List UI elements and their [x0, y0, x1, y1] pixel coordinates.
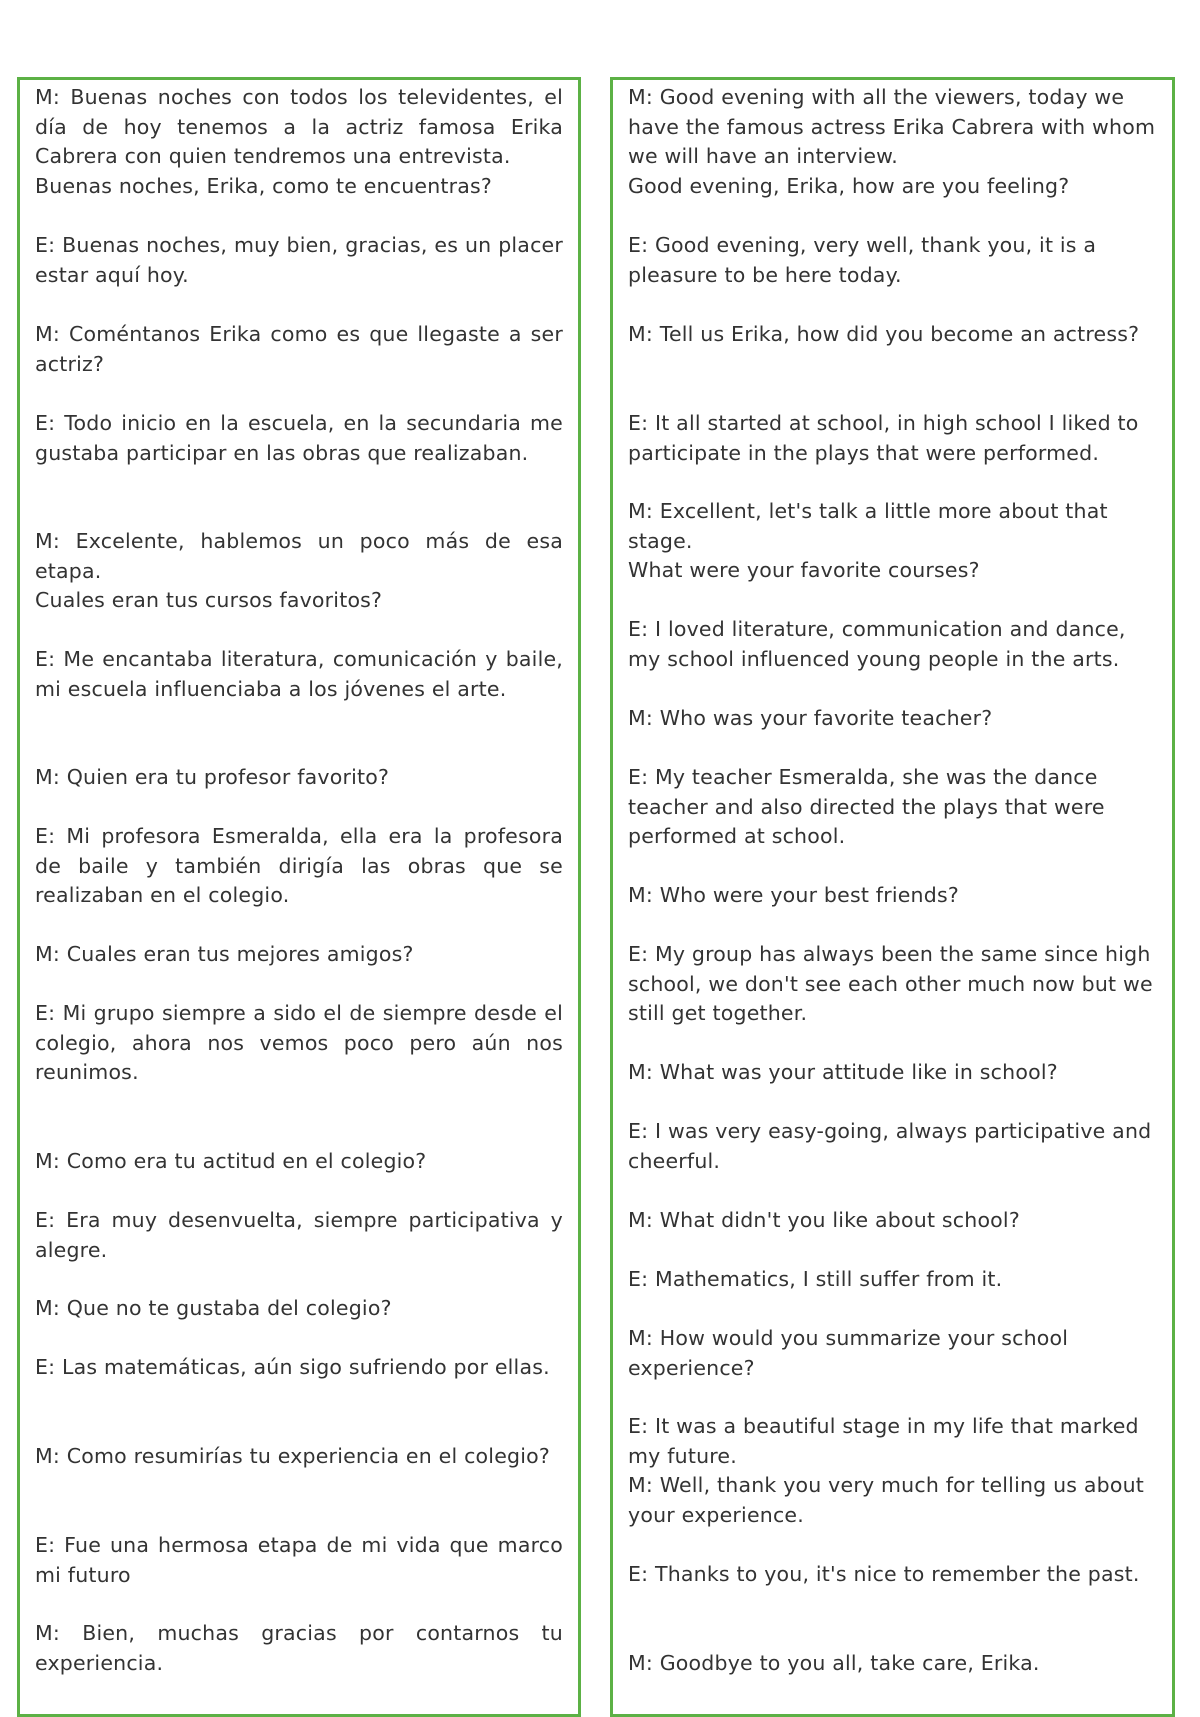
english-paragraph: E: I loved literature, communication and dance, my school influenced young people in the arts. [628, 617, 1126, 671]
spanish-column [17, 77, 581, 1717]
spanish-paragraph: M: Que no te gustaba del colegio? [35, 1296, 392, 1320]
english-paragraph: E: My teacher Esmeralda, she was the dance teacher and also directed the plays that were performed at school. [628, 765, 1105, 848]
spanish-paragraph: E: Fue una hermosa etapa de mi vida que marco mi futuro [35, 1533, 563, 1587]
english-paragraph: M: Excellent, let's talk a little more about that stage. [628, 499, 1108, 553]
english-paragraph: M: Who were your best friends? [628, 883, 959, 907]
english-paragraph: E: I was very easy-going, always participative and cheerful. [628, 1119, 1152, 1173]
english-column [610, 77, 1175, 1717]
english-paragraph: M: Well, thank you very much for telling us about your experience. [628, 1473, 1145, 1527]
spanish-paragraph: E: Era muy desenvuelta, siempre participativa y alegre. [35, 1208, 563, 1262]
spanish-paragraph: E: Mi profesora Esmeralda, ella era la profesora de baile y también dirigía las obras que se realizaban en el colegio. [35, 824, 563, 907]
spanish-paragraph: M: Coméntanos Erika como es que llegaste a ser actriz? [35, 322, 563, 376]
spanish-paragraph: E: Mi grupo siempre a sido el de siempre desde el colegio, ahora nos vemos poco pero aún nos reunimos. [35, 1001, 563, 1084]
english-paragraph: E: My group has always been the same since high school, we don't see each other much now but we still get together. [628, 942, 1153, 1025]
spanish-paragraph: M: Excelente, hablemos un poco más de esa etapa. [35, 529, 563, 583]
english-paragraph: M: Who was your favorite teacher? [628, 706, 993, 730]
spanish-paragraph: E: Las matemáticas, aún sigo sufriendo por ellas. [35, 1355, 550, 1379]
spanish-paragraph: E: Buenas noches, muy bien, gracias, es un placer estar aquí hoy. [35, 233, 563, 287]
spanish-paragraph: M: Cuales eran tus mejores amigos? [35, 942, 414, 966]
english-paragraph: E: Good evening, very well, thank you, it is a pleasure to be here today. [628, 233, 1097, 287]
english-paragraph: E: It was a beautiful stage in my life that marked my future. [628, 1414, 1139, 1468]
spanish-paragraph: M: Bien, muchas gracias por contarnos tu experiencia. [35, 1621, 563, 1675]
english-paragraph: E: Mathematics, I still suffer from it. [628, 1267, 1003, 1291]
spanish-paragraph: E: Me encantaba literatura, comunicación y baile, mi escuela influenciaba a los jóvenes el arte. [35, 647, 563, 701]
spanish-paragraph: Buenas noches, Erika, como te encuentras? [35, 174, 492, 198]
spanish-paragraph: M: Como era tu actitud en el colegio? [35, 1149, 427, 1173]
english-paragraph: M: What didn't you like about school? [628, 1208, 1020, 1232]
spanish-paragraph: M: Como resumirías tu experiencia en el colegio? [35, 1444, 550, 1468]
english-paragraph: M: What was your attitude like in school? [628, 1060, 1058, 1084]
english-paragraph: What were your favorite courses? [628, 558, 980, 582]
english-paragraph: E: Thanks to you, it's nice to remember the past. [628, 1562, 1140, 1586]
spanish-paragraph: M: Buenas noches con todos los televidentes, el día de hoy tenemos a la actriz famosa Erika Cabrera con quien tendremos una entrevista. [35, 85, 563, 168]
english-paragraph: M: Good evening with all the viewers, today we have the famous actress Erika Cabrera with whom we will have an interview. [628, 85, 1156, 168]
english-paragraph: M: Tell us Erika, how did you become an actress? [628, 322, 1140, 346]
english-paragraph: M: Goodbye to you all, take care, Erika. [628, 1651, 1040, 1675]
spanish-paragraph: Cuales eran tus cursos favoritos? [35, 588, 383, 612]
english-paragraph: Good evening, Erika, how are you feeling? [628, 174, 1070, 198]
english-paragraph: E: It all started at school, in high school I liked to participate in the plays that were performed. [628, 411, 1139, 465]
spanish-paragraph: E: Todo inicio en la escuela, en la secundaria me gustaba participar en las obras que realizaban. [35, 411, 563, 465]
english-paragraph: M: How would you summarize your school experience? [628, 1326, 1069, 1380]
spanish-paragraph: M: Quien era tu profesor favorito? [35, 765, 390, 789]
